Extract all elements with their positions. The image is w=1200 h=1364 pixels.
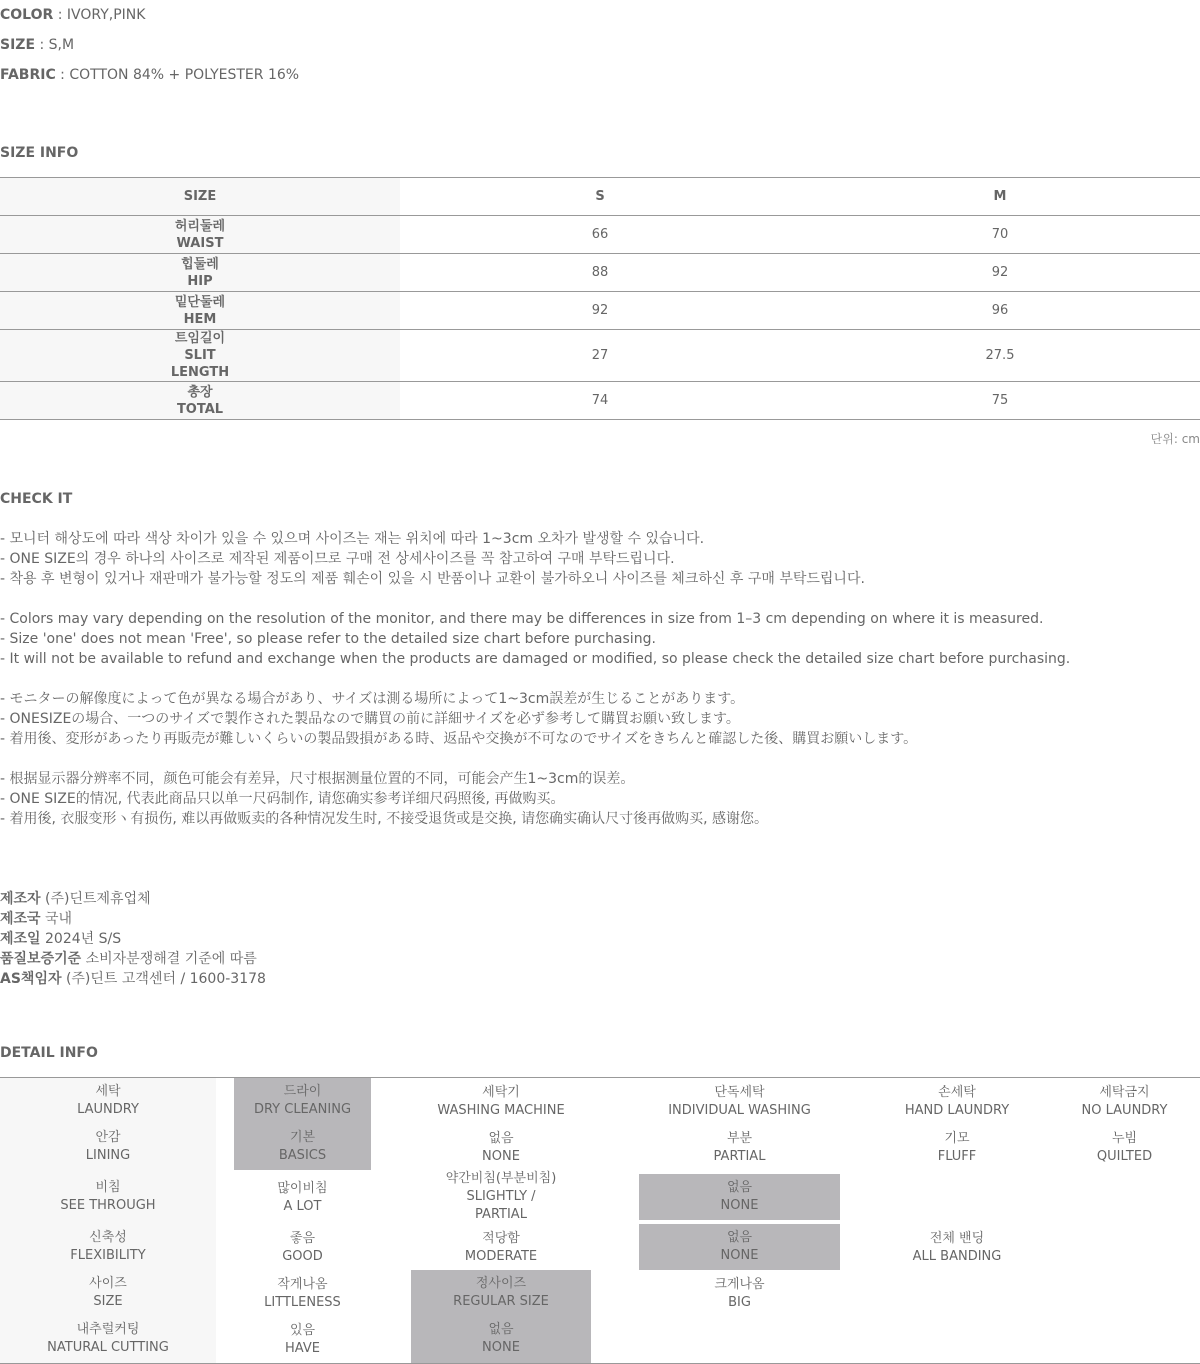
check-it-japanese bbox=[0, 689, 917, 749]
cell-en: A LOT bbox=[283, 1199, 322, 1214]
row-label-ko: 힙둘레 bbox=[181, 256, 219, 272]
size-table bbox=[0, 177, 1200, 420]
check-line: - 모니터 해상도에 따라 색상 차이가 있을 수 있으며 사이즈는 재는 위치에 따라 1~3cm 오차가 발생할 수 있습니다. bbox=[0, 531, 705, 547]
natural-cutting-have bbox=[234, 1322, 371, 1358]
check-line: - It will not be available to refund and exchange when the products are damaged or modified, so please check the detailed size chart before purchasing. bbox=[0, 651, 1071, 667]
cell-ko: 없음 bbox=[726, 1230, 753, 1245]
cell-ko: 사이즈 bbox=[89, 1276, 127, 1291]
check-line: - 착용 후 변형이 있거나 재판매가 불가능할 정도의 제품 훼손이 있을 시 반품이나 교환이 불가하오니 사이즈를 체크하신 후 구매 부탁드립니다. bbox=[0, 571, 865, 587]
cell-en: QUILTED bbox=[1096, 1149, 1153, 1164]
check-line: - Size 'one' does not mean 'Free', so please refer to the detailed size chart before purchasing. bbox=[0, 631, 656, 647]
cell-en: LAUNDRY bbox=[77, 1102, 139, 1117]
maker-value: 국내 bbox=[40, 911, 73, 927]
laundry-individual-washing bbox=[639, 1084, 840, 1120]
cell-en: REGULAR SIZE bbox=[453, 1294, 549, 1309]
check-line: - 着用後, 衣服变形ヽ有损伤, 难以再做贩卖的各种情况发生时, 不接受退货或是交换, 请您确实确认尺寸後再做购买, 感谢您。 bbox=[0, 811, 769, 827]
cell-ko: 없음 bbox=[488, 1322, 514, 1337]
cell-en: BASICS bbox=[278, 1148, 327, 1163]
cell-ko: 크게나옴 bbox=[714, 1277, 765, 1292]
cell-ko: 누빔 bbox=[1111, 1131, 1138, 1146]
detail-info-grid bbox=[0, 1077, 1200, 1364]
cell-m: 70 bbox=[800, 216, 1200, 254]
cell-ko: 드라이 bbox=[283, 1084, 322, 1099]
cell-ko: 많이비침 bbox=[277, 1181, 328, 1196]
table-row bbox=[0, 292, 1200, 330]
maker-info bbox=[0, 889, 266, 989]
row-label-en: HEM bbox=[183, 311, 217, 327]
table-row bbox=[0, 330, 1200, 382]
check-line: - モニターの解像度によって色が異なる場合があり、サイズは測る場所によって1~3cm誤差が生じることがあります。 bbox=[0, 691, 745, 707]
cell-ko: 정사이즈 bbox=[475, 1276, 527, 1291]
cell-ko: 전체 밴딩 bbox=[929, 1231, 985, 1246]
cell-en: NATURAL CUTTING bbox=[47, 1340, 169, 1355]
cell-ko: 신축성 bbox=[89, 1230, 127, 1245]
cell-m: 96 bbox=[800, 292, 1200, 330]
size-header-label: SIZE bbox=[0, 178, 400, 216]
cell-en: DRY CLEANING bbox=[253, 1102, 352, 1117]
cell-s: 88 bbox=[400, 254, 800, 292]
cell-ko: 부분 bbox=[726, 1131, 753, 1146]
cell-ko: 약간비침(부분비침) bbox=[445, 1171, 557, 1186]
row-label-ko: 허리둘레 bbox=[174, 218, 226, 234]
check-it-english bbox=[0, 609, 1070, 669]
maker-value: (주)딘트 고객센터 / 1600-3178 bbox=[61, 971, 266, 987]
cell-ko: 좋음 bbox=[289, 1231, 316, 1246]
fabric-value: : COTTON 84% + POLYESTER 16% bbox=[55, 67, 300, 83]
row-label-ko: 총장 bbox=[187, 384, 213, 400]
natural-cutting-none bbox=[411, 1321, 591, 1357]
cell-ko: 세탁 bbox=[95, 1084, 121, 1099]
cell-en: BIG bbox=[728, 1295, 751, 1310]
unit-note: 단위: cm bbox=[1150, 432, 1200, 446]
check-line: - Colors may vary depending on the resolution of the monitor, and there may be differences in size from 1–3 cm depending on where it is measured. bbox=[0, 611, 1044, 627]
color-attribute bbox=[0, 6, 145, 24]
row-label-en: LENGTH bbox=[170, 365, 230, 380]
cell-ko: 안감 bbox=[95, 1130, 121, 1145]
lining-fluff bbox=[872, 1130, 1042, 1166]
size-big bbox=[639, 1276, 840, 1312]
cell-m: 75 bbox=[800, 382, 1200, 420]
see-through-label bbox=[0, 1179, 216, 1215]
cell-en: PARTIAL bbox=[475, 1207, 527, 1222]
cell-en: LINING bbox=[85, 1148, 131, 1163]
size-value: : S,M bbox=[35, 37, 75, 53]
check-line: - ONE SIZE的情况, 代表此商品只以单一尺码制作, 请您确实参考详细尺码照後, 再做购买。 bbox=[0, 791, 565, 807]
maker-value: (주)딘트제휴업체 bbox=[40, 891, 151, 907]
maker-line bbox=[0, 889, 266, 909]
cell-en: INDIVIDUAL WASHING bbox=[668, 1103, 811, 1118]
cell-en: SEE THROUGH bbox=[60, 1198, 156, 1213]
maker-line bbox=[0, 929, 266, 949]
cell-ko: 없음 bbox=[488, 1131, 514, 1146]
row-label bbox=[0, 254, 400, 292]
size-regular bbox=[411, 1275, 591, 1311]
size-label bbox=[0, 1275, 216, 1311]
cell-en: WASHING MACHINE bbox=[437, 1103, 565, 1118]
size-label: SIZE bbox=[0, 37, 36, 53]
cell-en: NONE bbox=[482, 1340, 520, 1355]
row-label-en: HIP bbox=[187, 273, 213, 289]
row-label bbox=[0, 216, 400, 254]
cell-en: SLIGHTLY / bbox=[466, 1189, 536, 1204]
cell-en: HAVE bbox=[285, 1341, 320, 1356]
see-through-a-lot bbox=[234, 1180, 371, 1216]
lining-none bbox=[411, 1130, 591, 1166]
row-label bbox=[0, 330, 400, 382]
cell-en: ALL BANDING bbox=[912, 1249, 1002, 1264]
size-header-m: M bbox=[800, 178, 1200, 216]
cell-ko: 비침 bbox=[95, 1180, 121, 1195]
size-littleness bbox=[234, 1276, 371, 1312]
table-row bbox=[0, 382, 1200, 420]
laundry-dry-cleaning bbox=[234, 1083, 371, 1119]
cell-en: FLUFF bbox=[937, 1149, 977, 1164]
maker-value: 소비자분쟁해결 기준에 따름 bbox=[81, 951, 257, 967]
flexibility-label bbox=[0, 1229, 216, 1265]
fabric-label: FABRIC bbox=[0, 67, 56, 83]
lining-partial bbox=[639, 1130, 840, 1166]
see-through-slightly bbox=[411, 1170, 591, 1224]
cell-en: NONE bbox=[482, 1149, 520, 1164]
cell-en: NONE bbox=[720, 1198, 759, 1213]
fabric-attribute bbox=[0, 66, 299, 84]
check-line: - ONESIZEの場合、一つのサイズで製作された製品なので購買の前に詳細サイズを必ず参考して購買お願い致します。 bbox=[0, 711, 740, 727]
detail-info-title: DETAIL INFO bbox=[0, 1045, 98, 1061]
maker-value: 2024년 S/S bbox=[40, 931, 122, 947]
cell-ko: 있음 bbox=[289, 1323, 316, 1338]
row-label-en: WAIST bbox=[176, 235, 224, 251]
cell-m: 27.5 bbox=[800, 330, 1200, 382]
cell-en: GOOD bbox=[282, 1249, 323, 1264]
check-it-chinese bbox=[0, 769, 768, 829]
cell-ko: 손세탁 bbox=[938, 1085, 976, 1100]
size-info-title: SIZE INFO bbox=[0, 145, 79, 161]
maker-label: 제조일 bbox=[0, 931, 41, 947]
cell-en: NONE bbox=[720, 1248, 759, 1263]
lining-label bbox=[0, 1129, 216, 1165]
natural-cutting-label bbox=[0, 1321, 216, 1357]
flexibility-none bbox=[639, 1229, 840, 1265]
cell-ko: 작게나옴 bbox=[277, 1277, 328, 1292]
row-label-ko: 트임길이 bbox=[174, 331, 226, 346]
cell-en: PARTIAL bbox=[713, 1149, 766, 1164]
cell-en: FLEXIBILITY bbox=[70, 1248, 146, 1263]
flexibility-all-banding bbox=[872, 1230, 1042, 1266]
maker-label: 품질보증기준 bbox=[0, 951, 82, 967]
laundry-hand-laundry bbox=[872, 1084, 1042, 1120]
cell-ko: 기모 bbox=[944, 1131, 970, 1146]
row-label bbox=[0, 292, 400, 330]
cell-ko: 기본 bbox=[289, 1130, 316, 1145]
cell-ko: 단독세탁 bbox=[714, 1085, 765, 1100]
maker-label: AS책임자 bbox=[0, 971, 62, 987]
cell-s: 92 bbox=[400, 292, 800, 330]
laundry-washing-machine bbox=[411, 1084, 591, 1120]
laundry-label bbox=[0, 1083, 216, 1119]
cell-en: SIZE bbox=[93, 1294, 123, 1309]
size-attribute bbox=[0, 36, 74, 54]
cell-ko: 세탁금지 bbox=[1099, 1085, 1150, 1100]
cell-s: 66 bbox=[400, 216, 800, 254]
size-table-header bbox=[0, 178, 1200, 216]
check-line: - 根据显示器分辨率不同，颜色可能会有差异，尺寸根据测量位置的不同，可能会产生1~3cm的误差。 bbox=[0, 771, 635, 787]
maker-line bbox=[0, 969, 266, 989]
maker-label: 제조국 bbox=[0, 911, 41, 927]
flexibility-moderate bbox=[411, 1230, 591, 1266]
table-row bbox=[0, 216, 1200, 254]
maker-line bbox=[0, 909, 266, 929]
cell-ko: 없음 bbox=[726, 1180, 753, 1195]
check-line: - ONE SIZE의 경우 하나의 사이즈로 제작된 제품이므로 구매 전 상세사이즈를 꼭 참고하여 구매 부탁드립니다. bbox=[0, 551, 675, 567]
cell-s: 27 bbox=[400, 330, 800, 382]
cell-en: MODERATE bbox=[464, 1249, 538, 1264]
check-it-korean bbox=[0, 529, 865, 589]
color-value: : IVORY,PINK bbox=[53, 7, 146, 23]
row-label bbox=[0, 382, 400, 420]
color-label: COLOR bbox=[0, 7, 54, 23]
flexibility-good bbox=[234, 1230, 371, 1266]
row-label-en: TOTAL bbox=[176, 401, 224, 417]
cell-ko: 적당함 bbox=[482, 1231, 520, 1246]
cell-ko: 내추럴커팅 bbox=[76, 1322, 140, 1337]
laundry-no-laundry bbox=[1049, 1084, 1200, 1120]
lining-quilted bbox=[1049, 1130, 1200, 1166]
row-label-en: SLIT bbox=[184, 348, 216, 363]
check-line: - 着用後、変形があったり再販売が難しいくらいの製品毀損がある時、返品や交換が不可なのでサイズをきちんと確認した後、購買お願いします。 bbox=[0, 731, 918, 747]
cell-en: LITTLENESS bbox=[264, 1295, 341, 1310]
cell-m: 92 bbox=[800, 254, 1200, 292]
cell-en: HAND LAUNDRY bbox=[904, 1103, 1010, 1118]
row-label-ko: 밑단둘레 bbox=[174, 294, 226, 310]
see-through-none bbox=[639, 1179, 840, 1215]
maker-label: 제조자 bbox=[0, 891, 41, 907]
lining-basics bbox=[234, 1129, 371, 1165]
cell-en: NO LAUNDRY bbox=[1081, 1103, 1168, 1118]
check-it-title: CHECK IT bbox=[0, 491, 73, 507]
table-row bbox=[0, 254, 1200, 292]
cell-s: 74 bbox=[400, 382, 800, 420]
size-header-s: S bbox=[400, 178, 800, 216]
cell-ko: 세탁기 bbox=[482, 1085, 520, 1100]
maker-line bbox=[0, 949, 266, 969]
